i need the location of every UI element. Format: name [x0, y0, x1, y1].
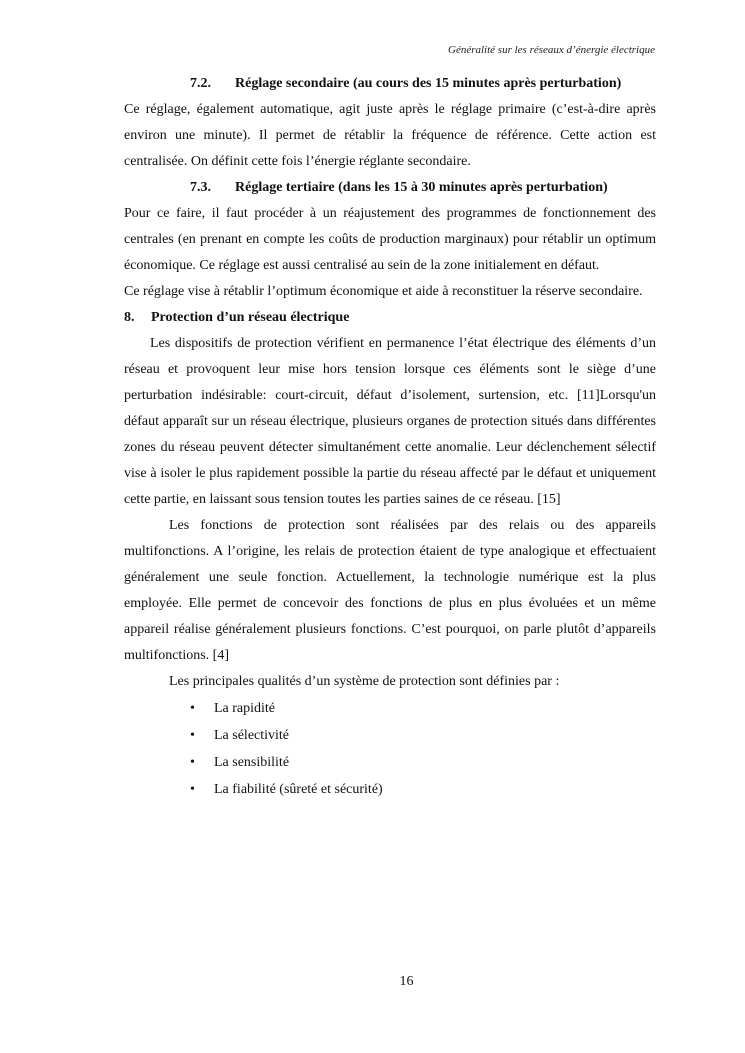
- subheading-title: Réglage tertiaire (dans les 15 à 30 minutes après perturbation): [235, 180, 608, 195]
- subheading-number: 7.3.: [190, 180, 211, 195]
- bullet-icon: •: [190, 701, 195, 716]
- paragraph-7-3-a: Pour ce faire, il faut procéder à un réajustement des programmes de fonctionnement des centrales (en prenant en compte les coûts de production marginaux) pour rétablir un optimum économique. Ce réglage est aussi centralisé au sein de la zone initialement en défaut.: [124, 206, 656, 273]
- list-item-text: La sélectivité: [214, 728, 290, 743]
- bullet-icon: •: [190, 728, 195, 743]
- section-title: Protection d’un réseau électrique: [151, 310, 350, 325]
- section-number: 8.: [124, 310, 135, 325]
- list-item: [190, 749, 656, 776]
- list-item-text: La sensibilité: [214, 755, 290, 770]
- paragraph-8-c: Les principales qualités d’un système de protection sont définies par :: [169, 674, 560, 689]
- paragraph-8-a: Les dispositifs de protection vérifient en permanence l’état électrique des éléments d’un réseau et provoquent leur mise hors tension lorsque ces éléments sont le siège d’une perturbation indésirable: court-circuit, défaut d’isolement, surtension, etc. [11]Lorsqu'un défaut apparaît sur un réseau électrique, plusieurs organes de protection situés dans différentes zones du réseau peuvent détecter simultanément cette anomalie. Leur déclenchement sélectif vise à isoler le plus rapidement possible la partie du réseau affecté par le défaut et uniquement cette partie, en laissant sous tension toutes les parties saines de ce réseau. [15]: [124, 336, 656, 507]
- paragraph-7-3-b: Ce réglage vise à rétablir l’optimum économique et aide à reconstituer la réserve secondaire.: [124, 284, 643, 299]
- paragraph-7-2: Ce réglage, également automatique, agit juste après le réglage primaire (c’est-à-dire après environ une minute). Il permet de rétablir la fréquence de référence. Cette action est centralisée. On définit cette fois l’énergie réglante secondaire.: [124, 102, 656, 169]
- running-header: Généralité sur les réseaux d’énergie électrique: [448, 44, 655, 56]
- page-number: 16: [399, 974, 414, 989]
- subheading-7-3: [124, 175, 656, 201]
- section-heading-8: [124, 305, 656, 331]
- list-item: [190, 776, 656, 803]
- list-item-text: La fiabilité (sûreté et sécurité): [214, 782, 383, 797]
- subheading-title: Réglage secondaire (au cours des 15 minutes après perturbation): [235, 76, 622, 91]
- list-item: [190, 722, 656, 749]
- qualities-list: [124, 695, 656, 803]
- bullet-icon: •: [190, 755, 195, 770]
- page-content: [124, 71, 656, 803]
- paragraph-8-b: Les fonctions de protection sont réalisées par des relais ou des appareils multifonctions. A l’origine, les relais de protection étaient de type analogique et effectuaient généralement une seule fonction. Actuellement, la technologie numérique est la plus employée. Elle permet de concevoir des fonctions de plus en plus évoluées et un même appareil réalise généralement plusieurs fonctions. C’est pourquoi, on parle plutôt d’appareils multifonctions. [4]: [124, 518, 656, 663]
- bullet-icon: •: [190, 782, 195, 797]
- subheading-number: 7.2.: [190, 76, 211, 91]
- subheading-7-2: [124, 71, 656, 97]
- list-item: [190, 695, 656, 722]
- list-item-text: La rapidité: [214, 701, 276, 716]
